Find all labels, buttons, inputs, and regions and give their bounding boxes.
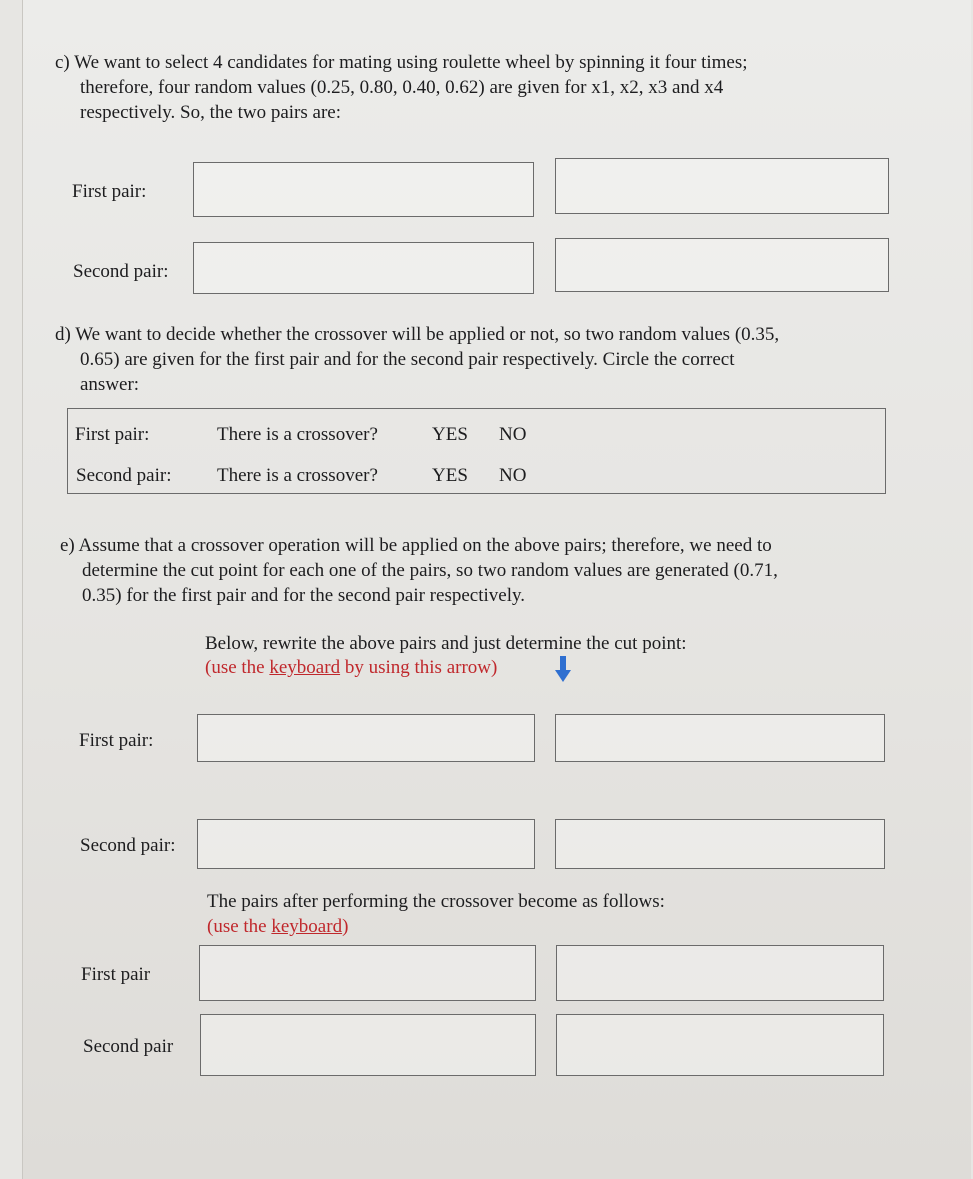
e-second-pair-label: Second pair: xyxy=(80,835,176,856)
result-first-pair-label: First pair xyxy=(81,964,151,985)
e-second-pair-box-2[interactable] xyxy=(555,819,885,869)
e-first-pair-box-2[interactable] xyxy=(555,714,885,762)
keyboard-hint-2 xyxy=(207,916,348,938)
result-second-pair-box-2[interactable] xyxy=(556,1014,884,1076)
c-second-pair-label: Second pair: xyxy=(73,261,169,282)
down-arrow-icon[interactable] xyxy=(555,655,571,683)
d-first-pair-no[interactable]: NO xyxy=(499,424,527,445)
result-first-pair-box-2[interactable] xyxy=(556,945,884,1001)
c-first-pair-box-1[interactable] xyxy=(193,162,534,217)
c-first-pair-box-2[interactable] xyxy=(555,158,889,214)
d-second-pair-no[interactable]: NO xyxy=(499,465,527,486)
keyboard-hint-1-suffix: by using this arrow) xyxy=(340,657,498,678)
keyboard-hint-1-prefix: (use the xyxy=(205,657,270,678)
c-first-pair-label: First pair: xyxy=(72,181,147,202)
d-second-pair-label: Second pair: xyxy=(76,465,172,486)
result-instruction: The pairs after performing the crossover become as follows: xyxy=(207,891,665,912)
c-second-pair-box-1[interactable] xyxy=(193,242,534,294)
rewrite-instruction: Below, rewrite the above pairs and just determine the cut point: xyxy=(205,633,687,654)
part-d-text xyxy=(55,322,893,397)
crossover-answer-panel xyxy=(67,408,886,494)
part-d-line-2: 0.65) are given for the first pair and for the second pair respectively. Circle the correct xyxy=(80,349,735,370)
part-d-line-1: d) We want to decide whether the crossover will be applied or not, so two random values (0.35, xyxy=(55,324,780,345)
e-first-pair-box-1[interactable] xyxy=(197,714,535,762)
d-second-pair-question: There is a crossover? xyxy=(217,465,378,486)
part-e-line-2: determine the cut point for each one of the pairs, so two random values are generated (0.71, xyxy=(82,560,778,581)
part-c-line-2: therefore, four random values (0.25, 0.80, 0.40, 0.62) are given for x1, x2, x3 and x4 xyxy=(80,77,724,98)
part-d-line-3: answer: xyxy=(80,374,140,395)
part-e-line-3: 0.35) for the first pair and for the second pair respectively. xyxy=(82,585,525,606)
result-first-pair-box-1[interactable] xyxy=(199,945,536,1001)
result-second-pair-box-1[interactable] xyxy=(200,1014,536,1076)
d-first-pair-question: There is a crossover? xyxy=(217,424,378,445)
keyboard-hint-1 xyxy=(205,657,497,679)
part-c-text xyxy=(55,50,895,125)
part-e-text xyxy=(60,533,888,608)
keyboard-hint-1-keyword: keyboard xyxy=(269,657,341,678)
d-first-pair-yes[interactable]: YES xyxy=(432,424,468,445)
d-second-pair-yes[interactable]: YES xyxy=(432,465,468,486)
part-e-line-1: e) Assume that a crossover operation will be applied on the above pairs; therefore, we need to xyxy=(60,535,772,556)
d-first-pair-label: First pair: xyxy=(75,424,150,445)
part-c-line-1: c) We want to select 4 candidates for mating using roulette wheel by spinning it four times; xyxy=(55,52,748,73)
result-second-pair-label: Second pair xyxy=(83,1036,174,1057)
e-second-pair-box-1[interactable] xyxy=(197,819,535,869)
c-second-pair-box-2[interactable] xyxy=(555,238,889,292)
keyboard-hint-2-prefix: (use the xyxy=(207,916,272,937)
keyboard-hint-2-suffix: ) xyxy=(342,916,349,937)
part-c-line-3: respectively. So, the two pairs are: xyxy=(80,102,341,123)
keyboard-hint-2-keyword: keyboard xyxy=(271,916,343,937)
e-first-pair-label: First pair: xyxy=(79,730,154,751)
